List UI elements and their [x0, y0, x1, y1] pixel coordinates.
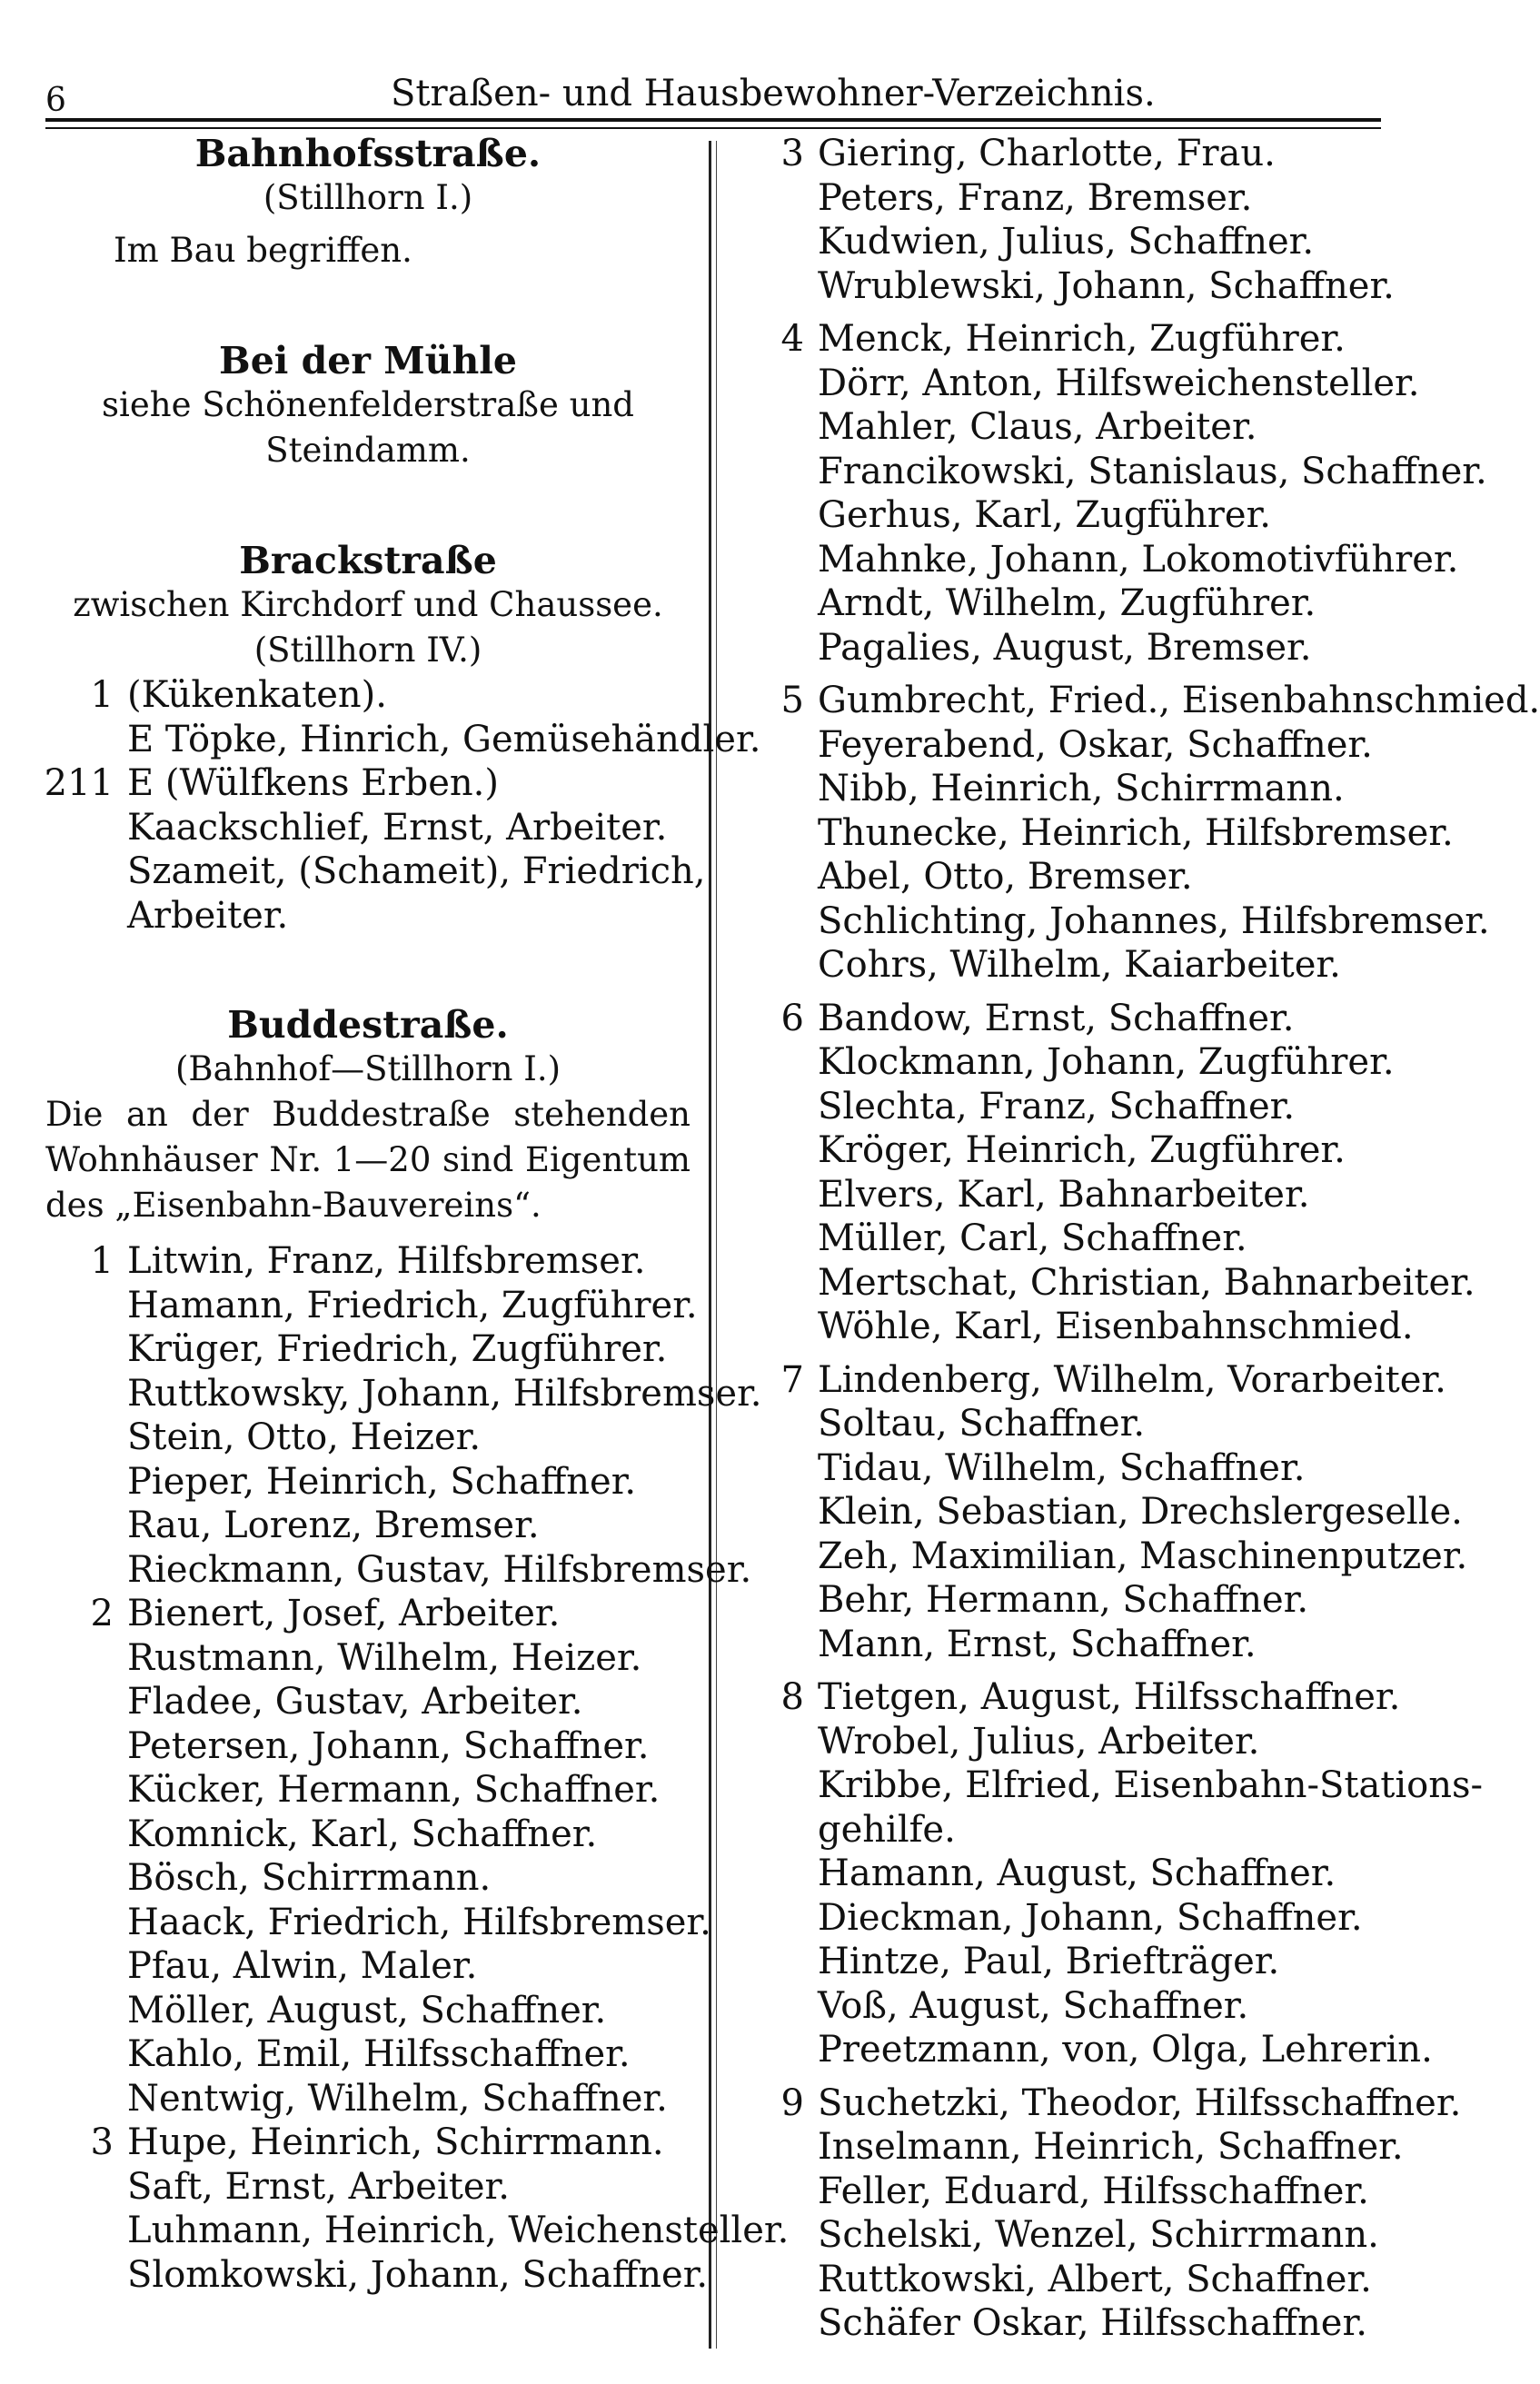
entry-row	[736, 1085, 1426, 1129]
entry-row	[36, 2209, 790, 2253]
resident-entry: Klein, Sebastian, Drechslergeselle.	[818, 1491, 1463, 1533]
entry-row	[736, 1852, 1426, 1896]
entry-row	[736, 811, 1454, 856]
page-number: 6	[45, 82, 66, 119]
entry-row	[36, 2121, 700, 2165]
entry-list	[36, 1239, 790, 2297]
resident-entry: Wöhle, Karl, Eisenbahnschmied.	[818, 1306, 1414, 1347]
entry-row	[736, 405, 1426, 450]
entry-row	[736, 1305, 1426, 1349]
resident-entry: Kahlo, Emil, Hilfsschaffner.	[127, 2033, 631, 2075]
house-number: 9	[780, 2081, 804, 2124]
resident-entry: Pfau, Alwin, Maler.	[127, 1945, 478, 1987]
entry-row	[36, 1416, 700, 1460]
entry-row	[36, 673, 700, 718]
resident-entry: Feller, Eduard, Hilfsschaffner.	[818, 2170, 1369, 2212]
resident-entry: Slomkowski, Johann, Schaffner.	[127, 2253, 709, 2296]
resident-entry: E (Wülfkens Erben.)	[127, 762, 499, 804]
entry-list	[736, 132, 1540, 2346]
resident-entry: Abel, Otto, Bremser.	[818, 856, 1193, 898]
header-rule-thin	[45, 127, 1381, 129]
entry-row	[736, 2213, 1426, 2258]
resident-entry: Fladee, Gustav, Arbeiter.	[127, 1681, 583, 1723]
section-district: (Stillhorn I.)	[263, 178, 473, 217]
entry-row	[36, 2032, 700, 2077]
resident-entry: Zeh, Maximilian, Maschinenputzer.	[818, 1535, 1468, 1577]
entry-row	[36, 806, 700, 850]
section-note: Im Bau begriffen.	[114, 231, 412, 270]
entry-row	[36, 1284, 700, 1328]
section-title: Bei der Mühle	[219, 339, 517, 382]
entry-row	[36, 1944, 700, 1989]
entry-row	[736, 362, 1426, 406]
resident-entry: Peters, Franz, Bremser.	[818, 176, 1253, 219]
entry-row	[736, 997, 1426, 1041]
entry-row	[736, 2028, 1433, 2072]
resident-entry: Schäfer Oskar, Hilfsschaffner.	[818, 2302, 1367, 2344]
entry-row	[36, 1460, 700, 1505]
house-number: 7	[780, 1358, 804, 1401]
column-divider-thin	[716, 141, 717, 2349]
resident-entry: Pagalies, August, Bremser.	[818, 626, 1312, 669]
entry-row	[736, 767, 1426, 811]
section-title: Buddestraße.	[227, 1003, 509, 1047]
resident-entry: Tietgen, August, Hilfsschaffner.	[818, 1676, 1401, 1718]
resident-entry: Petersen, Johann, Schaffner.	[127, 1724, 650, 1767]
entry-row	[736, 1984, 1426, 2029]
entry-row	[36, 1548, 752, 1593]
entry-row	[36, 1327, 700, 1372]
entry-row	[736, 1675, 1426, 1720]
resident-entry: Behr, Hermann, Schaffner.	[818, 1579, 1309, 1621]
entry-row	[736, 538, 1459, 582]
entry-row	[736, 1808, 1426, 1853]
entry-row	[36, 1856, 700, 1901]
resident-entry: Hamann, Friedrich, Zugführer.	[127, 1284, 698, 1326]
section-bei-der-muehle	[36, 339, 700, 473]
house-number: 2	[90, 1593, 114, 1634]
resident-entry: Rieckmann, Gustav, Hilfsbremser.	[127, 1548, 752, 1591]
entry-row	[736, 220, 1426, 264]
resident-entry: Kaackschlief, Ernst, Arbeiter.	[127, 806, 668, 849]
resident-entry: Dörr, Anton, Hilfsweichensteller.	[818, 362, 1420, 404]
house-number: 6	[780, 997, 804, 1039]
resident-entry: Hamann, August, Schaffner.	[818, 1853, 1336, 1894]
entry-row	[736, 1173, 1426, 1217]
resident-entry: Feyerabend, Oskar, Schaffner.	[818, 723, 1373, 766]
section-note: Die an der Buddestraße stehenden Wohnhäuser Nr. 1—20 sind Eigentum des „Eisenbahn-Bauvereins“.	[45, 1095, 691, 1225]
resident-entry: Mahler, Claus, Arbeiter.	[818, 406, 1257, 448]
entry-row	[736, 1446, 1426, 1491]
header-rule	[45, 118, 1381, 122]
entry-row	[736, 1128, 1426, 1173]
house-number: 5	[780, 680, 804, 721]
resident-entry: Nibb, Heinrich, Schirrmann.	[818, 768, 1345, 810]
entry-row	[736, 1402, 1426, 1446]
entry-row	[736, 1763, 1484, 1808]
resident-entry: Schlichting, Johannes, Hilfsbremser.	[818, 899, 1490, 942]
resident-entry: Litwin, Franz, Hilfsbremser.	[127, 1240, 646, 1282]
resident-entry: E Töpke, Hinrich, Gemüsehändler.	[127, 718, 761, 760]
entry-row	[736, 1217, 1426, 1261]
resident-entry: Ruttkowski, Albert, Schaffner.	[818, 2258, 1372, 2300]
resident-entry: Wrobel, Julius, Arbeiter.	[818, 1720, 1260, 1763]
section-note: siehe Schönenfelderstraße und Steindamm.	[102, 385, 634, 470]
entry-row	[736, 1623, 1426, 1667]
entry-row	[36, 1768, 700, 1813]
resident-entry: Hintze, Paul, Briefträger.	[818, 1941, 1280, 1982]
entry-row	[36, 1592, 700, 1636]
entry-row	[36, 1901, 711, 1945]
resident-entry: Mertschat, Christian, Bahnarbeiter.	[818, 1261, 1475, 1304]
entry-row	[36, 761, 700, 806]
section-between: zwischen Kirchdorf und Chaussee.	[73, 585, 663, 624]
entry-row	[36, 894, 700, 939]
resident-entry: Haack, Friedrich, Hilfsbremser.	[127, 1901, 711, 1943]
resident-entry: Bösch, Schirrmann.	[127, 1857, 492, 1899]
house-number: 1	[90, 1240, 114, 1282]
entry-row	[736, 679, 1540, 723]
entry-row	[736, 2170, 1426, 2214]
house-number: 3	[90, 2121, 114, 2163]
entry-row	[736, 1535, 1468, 1579]
resident-entry: Francikowski, Stanislaus, Schaffner.	[818, 450, 1487, 492]
section-district: (Stillhorn IV.)	[253, 631, 482, 670]
resident-entry: Arndt, Wilhelm, Zugführer.	[818, 582, 1316, 624]
entry-row	[736, 1896, 1426, 1941]
resident-entry: Luhmann, Heinrich, Weichensteller.	[127, 2210, 790, 2251]
entry-row	[736, 1578, 1426, 1623]
section-bahnhofsstrasse	[36, 132, 700, 273]
entry-list	[36, 673, 761, 938]
resident-entry: Bandow, Ernst, Schaffner.	[818, 997, 1295, 1039]
entry-row	[36, 2077, 700, 2121]
left-column	[36, 132, 790, 2308]
entry-row	[36, 2165, 700, 2210]
resident-entry: Müller, Carl, Schaffner.	[818, 1217, 1247, 1259]
entry-row	[36, 1680, 700, 1724]
entry-row	[36, 2253, 709, 2298]
resident-entry: Saft, Ernst, Arbeiter.	[127, 2165, 510, 2208]
house-number: 3	[780, 133, 804, 174]
resident-entry: (Kükenkaten).	[127, 674, 387, 716]
resident-entry: Gumbrecht, Fried., Eisenbahnschmied.	[818, 680, 1540, 721]
resident-entry: Bienert, Josef, Arbeiter.	[127, 1593, 561, 1634]
entry-row	[736, 855, 1426, 899]
entry-row	[736, 493, 1426, 538]
column-divider	[709, 141, 711, 2349]
entry-row	[36, 1989, 700, 2033]
resident-entry: Rau, Lorenz, Bremser.	[127, 1505, 540, 1546]
entry-row	[736, 2125, 1426, 2170]
entry-row	[736, 2081, 1462, 2126]
resident-entry: gehilfe.	[818, 1808, 956, 1851]
entry-row	[36, 1239, 700, 1284]
resident-entry: Komnick, Karl, Schaffner.	[127, 1813, 598, 1855]
running-title: Straßen- und Hausbewohner-Verzeichnis.	[391, 73, 1156, 114]
resident-entry: Pieper, Heinrich, Schaffner.	[127, 1460, 637, 1503]
resident-entry: Giering, Charlotte, Frau.	[818, 133, 1276, 174]
resident-entry: Gerhus, Karl, Zugführer.	[818, 494, 1272, 536]
resident-entry: Dieckman, Johann, Schaffner.	[818, 1896, 1363, 1939]
entry-row	[736, 899, 1490, 944]
resident-entry: Elvers, Karl, Bahnarbeiter.	[818, 1173, 1310, 1216]
resident-entry: Ruttkowsky, Johann, Hilfsbremser.	[127, 1372, 762, 1415]
resident-entry: Soltau, Schaffner.	[818, 1403, 1146, 1445]
house-number: 4	[780, 318, 804, 360]
entry-row	[736, 626, 1426, 670]
resident-entry: Inselmann, Heinrich, Schaffner.	[818, 2126, 1404, 2168]
resident-entry: Suchetzki, Theodor, Hilfsschaffner.	[818, 2081, 1462, 2124]
section-title: Brackstraße	[239, 539, 497, 582]
entry-row	[36, 1636, 700, 1681]
entry-row	[36, 1372, 762, 1416]
resident-entry: Szameit, (Schameit), Friedrich,	[127, 850, 706, 892]
resident-entry: Hupe, Heinrich, Schirrmann.	[127, 2121, 664, 2163]
section-buddestrasse	[36, 1003, 790, 2297]
entry-row	[736, 1490, 1463, 1535]
resident-entry: Tidau, Wilhelm, Schaffner.	[818, 1446, 1306, 1489]
entry-row	[736, 176, 1426, 221]
resident-entry: Slechta, Franz, Schaffner.	[818, 1085, 1296, 1127]
section-title: Bahnhofsstraße.	[194, 132, 541, 175]
resident-entry: Preetzmann, von, Olga, Lehrerin.	[818, 2029, 1433, 2071]
entry-row	[736, 1261, 1475, 1306]
resident-entry: Mann, Ernst, Schaffner.	[818, 1623, 1257, 1665]
resident-entry: Kücker, Hermann, Schaffner.	[127, 1769, 661, 1811]
section-district: (Bahnhof—Stillhorn I.)	[174, 1049, 561, 1088]
entry-row	[736, 317, 1426, 362]
entry-row	[736, 943, 1426, 988]
resident-entry: Lindenberg, Wilhelm, Vorarbeiter.	[818, 1358, 1446, 1401]
resident-entry: Möller, August, Schaffner.	[127, 1989, 607, 2031]
entry-row	[36, 849, 706, 894]
entry-row	[36, 718, 761, 762]
house-number: 8	[780, 1676, 804, 1718]
resident-entry: Cohrs, Wilhelm, Kaiarbeiter.	[818, 944, 1341, 986]
entry-row	[736, 450, 1487, 494]
resident-entry: Schelski, Wenzel, Schirrmann.	[818, 2214, 1379, 2256]
resident-entry: Voß, August, Schaffner.	[818, 1984, 1249, 2027]
entry-row	[736, 264, 1426, 309]
entry-row	[736, 2258, 1426, 2302]
entry-row	[736, 1940, 1426, 1984]
entry-row	[736, 2301, 1426, 2346]
resident-entry: Mahnke, Johann, Lokomotivführer.	[818, 538, 1459, 581]
resident-entry: Menck, Heinrich, Zugführer.	[818, 318, 1346, 360]
entry-row	[736, 723, 1426, 768]
resident-entry: Arbeiter.	[127, 894, 289, 937]
entry-row	[736, 581, 1426, 626]
resident-entry: Stein, Otto, Heizer.	[127, 1416, 482, 1458]
resident-entry: Klockmann, Johann, Zugführer.	[818, 1041, 1395, 1083]
page-header	[45, 65, 1381, 120]
resident-entry: Kröger, Heinrich, Zugführer.	[818, 1129, 1346, 1171]
entry-row	[736, 1358, 1446, 1403]
entry-row	[736, 1720, 1426, 1764]
resident-entry: Rustmann, Wilhelm, Heizer.	[127, 1636, 642, 1679]
resident-entry: Kribbe, Elfried, Eisenbahn-Stations-	[818, 1764, 1484, 1806]
resident-entry: Krüger, Friedrich, Zugführer.	[127, 1328, 668, 1370]
resident-entry: Nentwig, Wilhelm, Schaffner.	[127, 2077, 668, 2120]
section-brackstrasse	[36, 539, 761, 938]
entry-row	[36, 1504, 700, 1548]
entry-row	[736, 132, 1426, 176]
house-number: 211	[44, 762, 114, 804]
entry-row	[736, 1040, 1426, 1085]
right-column	[736, 132, 1540, 2346]
house-number: 1	[90, 674, 114, 716]
entry-row	[36, 1724, 700, 1769]
entry-row	[36, 1813, 700, 1857]
resident-entry: Thunecke, Heinrich, Hilfsbremser.	[818, 811, 1454, 854]
resident-entry: Kudwien, Julius, Schaffner.	[818, 221, 1315, 263]
resident-entry: Wrublewski, Johann, Schaffner.	[818, 264, 1395, 307]
